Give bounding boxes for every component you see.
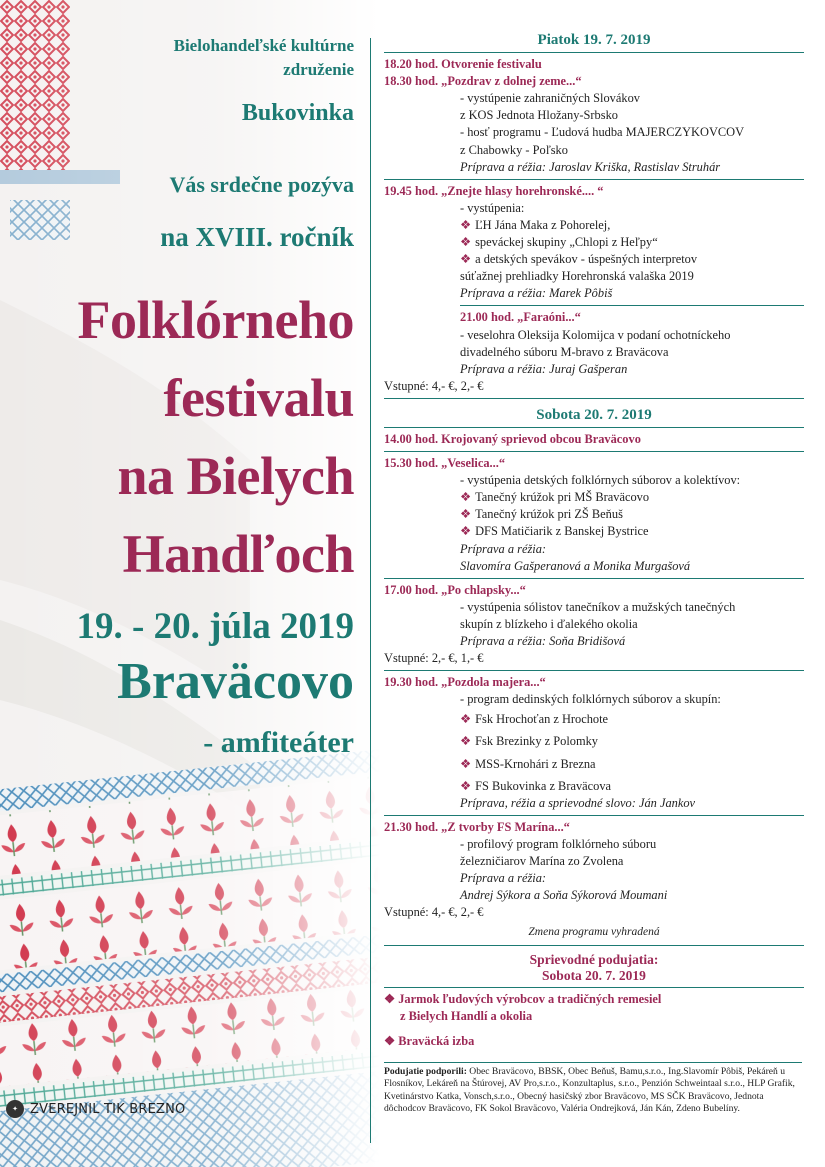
saturday-admission-1: Vstupné: 2,- €, 1,- €	[384, 651, 484, 666]
list-item: ❖ a detských spevákov - úspešných interpretov	[460, 252, 698, 267]
festival-title-line-3: na Bielych	[117, 446, 354, 506]
list-item: ❖ MSS-Krnohári z Brezna	[460, 756, 596, 771]
event-detail: skupín z blízkeho i ďalekého okolia	[460, 616, 638, 631]
event-rule	[384, 670, 804, 671]
event-detail: - vystúpenia sólistov tanečníkov a mužských tanečných	[460, 599, 736, 614]
event-credits: Príprava, réžia a sprievodné slovo: Ján Jankov	[460, 795, 696, 810]
edition-text: na XVIII. ročník	[160, 222, 354, 252]
star-bullet-icon: ❖	[460, 524, 472, 539]
event-credits: Andrej Sýkora a Soňa Sýkorová Moumani	[460, 888, 668, 903]
star-bullet-icon: ❖	[384, 1033, 396, 1048]
star-bullet-icon: ❖	[460, 778, 472, 793]
event-credits: Príprava a réžia:	[460, 541, 547, 556]
event-credits: Slavomíra Gašperanová a Monika Murgašová	[460, 558, 691, 573]
friday-heading: Piatok 19. 7. 2019	[537, 32, 651, 48]
event-credits: Príprava a réžia: Jaroslav Kriška, Rastislav Struhár	[460, 159, 721, 174]
accompanying-heading: Sprievodné podujatia:	[529, 951, 659, 967]
city-seal-icon: ✦	[6, 1100, 24, 1118]
festival-venue: - amfiteáter	[203, 726, 354, 759]
event-rule	[384, 815, 804, 816]
event-detail: divadelného súboru M-bravo z Bravӓcova	[460, 344, 669, 359]
accompanying-date: Sobota 20. 7. 2019	[542, 967, 646, 983]
sponsors-label: Podujatie podporili:	[384, 1066, 467, 1077]
friday-event-znejte: 19.45 hod. „Znejte hlasy horehronské.... “	[384, 183, 604, 198]
section-rule	[384, 945, 804, 946]
event-rule	[460, 305, 804, 306]
list-item: ❖ Fsk Hrochoťan z Hrochote	[460, 712, 609, 727]
event-detail: - veselohra Oleksija Kolomijca v podaní ochotníckeho	[460, 327, 731, 342]
sponsors-block	[384, 1062, 802, 1115]
list-item: ❖ Tanečný krúžok pri ZŠ Beňuš	[460, 507, 623, 522]
star-bullet-icon: ❖	[460, 756, 472, 771]
festival-place: Bravӓcovo	[117, 653, 354, 710]
star-bullet-icon: ❖	[460, 712, 472, 727]
friday-event-opening: 18.20 hod. Otvorenie festivalu	[384, 57, 542, 72]
accompanying-item: ❖ Bravӓcká izba	[384, 1033, 475, 1048]
organizer-name: Bukovinka	[241, 100, 354, 126]
festival-dates: 19. - 20. júla 2019	[76, 606, 354, 647]
friday-rule	[384, 52, 804, 53]
publisher-logo	[6, 1100, 186, 1118]
festival-title-line-2: festivalu	[163, 368, 354, 428]
list-item: ❖ DFS Matičiarik z Banskej Bystrice	[460, 524, 649, 539]
saturday-admission-2: Vstupné: 4,- €, 2,- €	[384, 905, 484, 920]
star-bullet-icon: ❖	[460, 235, 472, 250]
event-detail: súťažnej prehliadky Horehronská valaška 2019	[460, 269, 694, 284]
event-detail: z KOS Jednota Hložany-Srbsko	[460, 108, 618, 123]
event-credits: Príprava a réžia: Marek Pôbiš	[460, 286, 613, 301]
sponsors-text: Obec Bravӓcovo, BBSK, Obec Beňuš, Bamu,s.r.o., Ing.Slavomír Pôbiš, Pekáreň u Flosníkov, Lekáreň na Štúrovej, AV Pro,s.r.o., Konzultaplus, s.r.o., Penzión Schweintaal s.r.o., HLP Grafik, Kvetinárstvo Katka, Vonsch,s.r.o., Obecný hasičský zbor Bravӓcovo, MS SČK Bravӓcovo, Jednota dôchodcov Bravӓcovo, FK Sokol Bravӓcovo, Valéria Ondrejková, Ján Kán, Zdeno Bubelíny.	[384, 1066, 795, 1114]
publisher-text: ZVEREJNIL TIK BREZNO	[30, 1101, 186, 1117]
event-detail: - vystúpenia detských folklórnych súborov a kolektívov:	[460, 473, 741, 488]
saturday-event-parade: 14.00 hod. Krojovaný sprievod obcou Bravӓcovo	[384, 431, 641, 446]
event-detail: - vystúpenie zahraničných Slovákov	[460, 91, 640, 106]
left-title-column	[0, 0, 370, 1167]
list-item: ❖ speváckej skupiny „Chlopi z Heľpy“	[460, 235, 658, 250]
event-detail: - profilový program folklórneho súboru	[460, 836, 657, 851]
event-rule	[384, 179, 804, 180]
list-item: ❖ FS Bukovinka z Bravӓcova	[460, 778, 612, 793]
friday-admission: Vstupné: 4,- €, 2,- €	[384, 378, 484, 393]
accompanying-rule	[384, 987, 804, 988]
event-credits: Príprava a réžia: Juraj Gašperan	[460, 361, 628, 376]
saturday-heading: Sobota 20. 7. 2019	[536, 406, 652, 423]
column-divider	[370, 38, 371, 1143]
event-detail: z Chabowky - Poľsko	[460, 142, 568, 157]
organizer-line-1: Bielohandeľské kultúrne	[173, 36, 354, 55]
sponsors-rule	[384, 1062, 802, 1063]
program-column	[384, 30, 804, 1050]
event-rule	[384, 451, 804, 452]
festival-title-line-1: Folklórneho	[77, 290, 354, 350]
star-bullet-icon: ❖	[460, 217, 472, 232]
star-bullet-icon: ❖	[460, 734, 472, 749]
star-bullet-icon: ❖	[384, 991, 396, 1006]
saturday-event-veselica: 15.30 hod. „Veselica...“	[384, 456, 506, 471]
list-item: ❖ Fsk Brezinky z Polomky	[460, 734, 598, 749]
friday-event-faraoni: 21.00 hod. „Faraóni...“	[460, 310, 581, 325]
festival-title-line-4: Handľoch	[122, 524, 354, 584]
event-detail: železničiarov Marína zo Zvolena	[460, 854, 624, 869]
section-rule	[384, 398, 804, 399]
friday-event-pozdrav: 18.30 hod. „Pozdrav z dolnej zeme...“	[384, 74, 582, 89]
event-rule	[384, 578, 804, 579]
event-credits: Príprava a réžia:	[460, 871, 547, 886]
invitation-text: Vás srdečne pozýva	[169, 172, 354, 197]
star-bullet-icon: ❖	[460, 252, 472, 267]
list-item: ❖ Tanečný krúžok pri MŠ Bravӓcovo	[460, 490, 650, 505]
saturday-event-pozdola: 19.30 hod. „Pozdola majera...“	[384, 675, 546, 690]
saturday-event-po-chlapsky: 17.00 hod. „Po chlapsky...“	[384, 582, 526, 597]
list-item: ❖ ĽH Jána Maka z Pohorelej,	[460, 217, 611, 232]
event-detail: - program dedinských folklórnych súborov a skupín:	[460, 692, 721, 707]
event-detail: - vystúpenia:	[460, 200, 525, 215]
star-bullet-icon: ❖	[460, 507, 472, 522]
organizer-line-2: združenie	[283, 60, 354, 79]
accompanying-item: ❖ Jarmok ľudových výrobcov a tradičných remesiel	[384, 991, 662, 1006]
program-change-note: Zmena programu vyhradená	[528, 926, 660, 939]
event-detail: - hosť programu - Ľudová hudba MAJERCZYKOVCOV	[460, 125, 745, 140]
accompanying-item-continued: z Bielych Handlí a okolia	[400, 1008, 533, 1023]
saturday-rule	[384, 427, 804, 428]
saturday-event-marina: 21.30 hod. „Z tvorby FS Marína...“	[384, 819, 570, 834]
star-bullet-icon: ❖	[460, 490, 472, 505]
event-credits: Príprava a réžia: Soňa Bridišová	[460, 634, 626, 648]
